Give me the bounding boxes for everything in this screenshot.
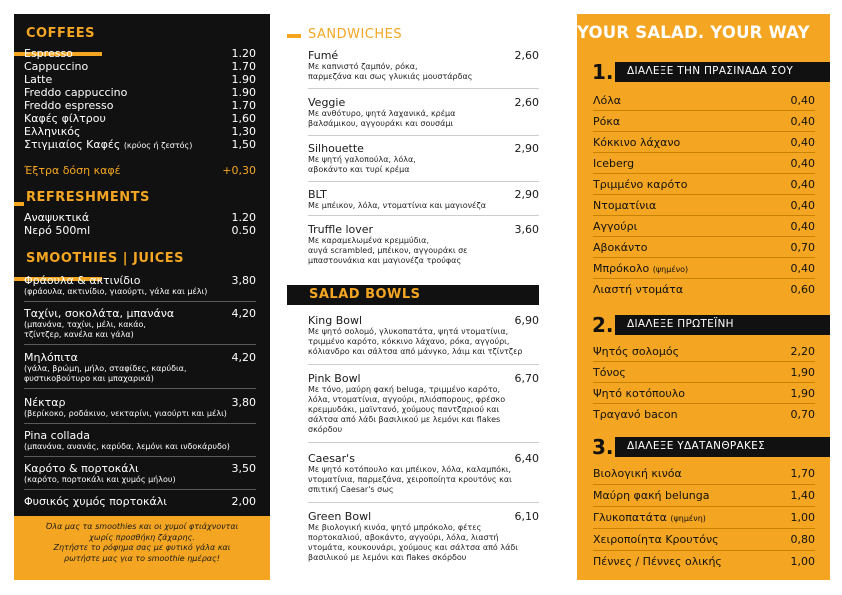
item-description: Με ψητό σολομό, γλυκοπατάτα, ψητά ντοματίνια, <box>308 327 509 336</box>
smoothies-heading: SMOOTHIES | JUICES <box>26 251 185 266</box>
item-price: 4,20 <box>231 307 256 320</box>
item-description: (γάλα, βρώμη, μήλο, σταφίδες, καρύδια, <box>24 364 187 373</box>
ingredient-item <box>593 241 815 254</box>
item-price: 2,20 <box>790 345 815 358</box>
promo-line: ρωτήστε μας για το smoothie ημέρας! <box>64 553 220 563</box>
item-name: Γλυκοπατάτα <box>593 511 667 524</box>
promo-line: Ζητήστε το ρόφημα σας με φυτικό γάλα και <box>53 543 231 552</box>
ingredient-item <box>593 408 815 421</box>
item-price: 0,40 <box>790 220 815 233</box>
item-name: Freddo espresso <box>24 99 114 112</box>
divider <box>593 236 815 237</box>
divider <box>24 344 256 345</box>
divider <box>308 442 539 443</box>
item-price: 0,70 <box>790 241 815 254</box>
item-description: Με ψητή γαλοπούλα, λόλα, <box>308 155 416 164</box>
refreshments-heading: REFRESHMENTS <box>26 190 150 205</box>
step-label-bar <box>615 437 830 457</box>
menu-item <box>308 372 539 435</box>
divider <box>593 278 815 279</box>
item-description: σκόρδου <box>308 425 343 434</box>
divider <box>593 382 815 383</box>
item-description: αυγά scrambled, μπέικον, αγγουράκι σε <box>308 246 468 255</box>
item-price: 2,00 <box>231 495 256 508</box>
menu-item <box>24 351 256 384</box>
menu-item <box>24 274 256 297</box>
divider <box>593 484 815 485</box>
item-description: Με ψητό κοτόπουλο και μπέικον, λόλα, καλαμπόκι, <box>308 465 512 474</box>
ingredient-item <box>593 387 815 400</box>
divider <box>24 301 256 302</box>
item-name: King Bowl <box>308 314 363 327</box>
item-description: (καρότο, πορτοκάλι και χυμός μήλου) <box>24 475 176 484</box>
item-price: 0,40 <box>790 157 815 170</box>
divider <box>308 88 539 89</box>
sandwiches-heading: SANDWICHES <box>308 27 403 42</box>
item-price: 2,90 <box>514 188 539 201</box>
item-name: Αγγούρι <box>593 220 638 233</box>
divider <box>593 215 815 216</box>
item-name: Freddo cappuccino <box>24 86 128 99</box>
step-label-bar <box>615 315 830 335</box>
divider <box>308 135 539 136</box>
ingredient-item <box>593 511 815 524</box>
menu-item <box>24 138 256 151</box>
item-price: 0,40 <box>790 94 815 107</box>
menu-item <box>24 462 256 485</box>
item-price: 1,40 <box>790 489 815 502</box>
item-price: 0,80 <box>790 533 815 546</box>
sandwiches-marker <box>287 34 301 38</box>
item-description: Με ανθότυρο, ψητά λαχανικά, κρέμα <box>308 109 456 118</box>
item-name: Χειροποίητα Κρουτόνς <box>593 533 719 546</box>
divider <box>593 152 815 153</box>
item-name: Ψητό κοτόπουλο <box>593 387 686 400</box>
item-name: Πέννες / Πέννες ολικής <box>593 555 722 568</box>
menu-item <box>308 49 539 82</box>
item-price: 0,60 <box>790 283 815 296</box>
item-name: Iceberg <box>593 157 635 170</box>
salad-bowls-heading-bar <box>287 285 539 305</box>
item-price: 3,50 <box>231 462 256 475</box>
item-note: (ψημένη) <box>670 514 706 523</box>
item-price: 1,60 <box>231 112 256 125</box>
item-name: Pina collada <box>24 429 91 442</box>
item-description: (μπανάνα, ταχίνι, μέλι, κακάο, <box>24 320 146 329</box>
ingredient-item <box>593 555 815 568</box>
item-price: 6,40 <box>514 452 539 465</box>
menu-item <box>308 223 539 266</box>
divider <box>593 257 815 258</box>
item-name: Green Bowl <box>308 510 372 523</box>
item-name: Pink Bowl <box>308 372 361 385</box>
ingredient-item <box>593 345 815 358</box>
item-name: Ρόκα <box>593 115 621 128</box>
item-price: 1,70 <box>790 467 815 480</box>
item-name: Μπρόκολο <box>593 262 650 275</box>
item-price: 3,80 <box>231 274 256 287</box>
menu-item <box>24 73 256 86</box>
ingredient-item <box>593 283 815 296</box>
item-description: Με βιολογική κινόα, ψητό μπρόκολο, φέτες <box>308 523 482 532</box>
item-note: (κρύος ή ζεστός) <box>123 141 193 150</box>
item-description: μπαστουνάκια και μαγιονέζα τρούφας <box>308 256 462 265</box>
step-number: 1. <box>592 60 614 84</box>
divider <box>308 215 539 216</box>
item-note: (ψημένο) <box>652 265 689 274</box>
item-name: Silhouette <box>308 142 364 155</box>
promo-line: Όλα μας τα smoothies και οι χυμοί φτιάχνονται <box>45 522 239 531</box>
item-price: 0.50 <box>231 224 256 237</box>
item-name: Έξτρα δόση καφέ <box>24 164 121 177</box>
item-name: Αναψυκτικά <box>24 211 90 224</box>
item-description: πορτοκαλιού, αβοκάντο, αγγούρι, λόλα, λιαστή <box>308 533 499 542</box>
item-name: Βιολογική κινόα <box>593 467 682 480</box>
promo-line: χωρίς προσθήκη ζάχαρης. <box>89 532 195 542</box>
item-name: Καφές φίλτρου <box>24 112 106 125</box>
menu-item <box>24 99 256 112</box>
menu-item <box>24 60 256 73</box>
item-price: 1.90 <box>231 86 256 99</box>
item-price: 1,00 <box>790 555 815 568</box>
divider <box>308 502 539 503</box>
item-name: Veggie <box>308 96 346 109</box>
menu-item <box>308 188 539 211</box>
item-price: 2,60 <box>514 49 539 62</box>
menu-item <box>24 112 256 125</box>
item-name: BLT <box>308 188 327 201</box>
item-price: 4,20 <box>231 351 256 364</box>
item-description: φυστικοβούτυρο και μπαχαρικά) <box>24 374 154 383</box>
item-description: κόλιανδρο και σάλτσα από μάνγκο, λάιμ και τζίντζερ <box>308 347 523 356</box>
item-price: 0,40 <box>790 115 815 128</box>
item-name: Στιγμιαίος Καφές <box>24 138 121 151</box>
divider <box>308 364 539 365</box>
menu-item <box>24 396 256 419</box>
item-name: Ταχίνι, σοκολάτα, μπανάνα <box>24 307 175 320</box>
item-name: Λιαστή ντομάτα <box>593 283 684 296</box>
step-label: ΔΙΑΛΕΞΕ ΠΡΩΤΕΪΝΗ <box>627 318 734 330</box>
item-name: Caesar's <box>308 452 355 465</box>
ingredient-item <box>593 94 815 107</box>
item-name: Ντοματίνια <box>593 199 657 212</box>
item-name: Ελληνικός <box>24 125 81 138</box>
ingredient-item <box>593 199 815 212</box>
item-name: Cappuccino <box>24 60 89 73</box>
divider <box>593 506 815 507</box>
item-name: Μαύρη φακή belunga <box>593 489 710 502</box>
item-description: σπιτική Caesar's σως <box>308 485 394 494</box>
step-number: 2. <box>592 313 614 337</box>
item-description: τριμμένο καρότο, κόκκινο λάχανο, ρόκα, αγγούρι, <box>308 337 510 346</box>
item-price: 0,40 <box>790 199 815 212</box>
menu-item <box>24 86 256 99</box>
item-name: Αβοκάντο <box>593 241 648 254</box>
item-description: (μπανάνα, ανανάς, καρύδα, λεμόνι και ινδοκάρυδο) <box>24 442 230 451</box>
item-description: κρεμμυδάκι, μαϊντανό, χούμους παντζαριού και <box>308 405 500 414</box>
menu-item <box>24 125 256 138</box>
menu-item <box>24 307 256 340</box>
item-description: ντομάτα, κουκουνάρι, χούμους και σάλτσα από λάδι <box>308 543 518 552</box>
item-price: 1,00 <box>790 511 815 524</box>
menu-item <box>308 314 539 357</box>
menu-item <box>308 142 539 175</box>
item-name: Φράουλα & ακτινίδιο <box>24 274 141 287</box>
divider <box>24 456 256 457</box>
item-description: Με καραμελωμένα κρεμμύδια, <box>308 236 429 245</box>
menu-item <box>308 510 539 563</box>
divider <box>593 173 815 174</box>
item-name: Νερό 500ml <box>24 224 91 237</box>
ingredient-item <box>593 115 815 128</box>
menu-item <box>24 47 256 60</box>
ingredient-item <box>593 178 815 191</box>
item-description: ντοματίνια, παρμεζάνα, χειροποίητα κρουτόνς και <box>308 475 512 484</box>
divider <box>593 550 815 551</box>
item-name: Φυσικός χυμός πορτοκάλι <box>24 495 167 508</box>
item-price: 6,10 <box>514 510 539 523</box>
item-name: Fumé <box>308 49 339 62</box>
item-price: 1.20 <box>231 47 256 60</box>
item-price: 1.70 <box>231 99 256 112</box>
item-name: Καρότο & πορτοκάλι <box>24 462 139 475</box>
promo-box <box>14 516 270 580</box>
ingredient-item <box>593 366 815 379</box>
divider <box>593 528 815 529</box>
ingredient-item <box>593 489 815 502</box>
refreshments-marker <box>14 202 24 206</box>
item-price: 0,40 <box>790 178 815 191</box>
item-description: Με καπνιστό ζαμπόν, ρόκα, <box>308 62 418 71</box>
divider <box>593 403 815 404</box>
step-label: ΔΙΑΛΕΞΕ ΤΗΝ ΠΡΑΣΙΝΑΔΑ ΣΟΥ <box>627 65 794 77</box>
salad-title: YOUR SALAD. YOUR WAY <box>577 23 810 42</box>
divider <box>593 110 815 111</box>
ingredient-item <box>593 533 815 546</box>
item-price: 1,50 <box>231 138 256 151</box>
item-description: σάλτσα από λάδι βασιλικού με λεμόνι και flakes <box>308 415 501 424</box>
item-name: Μηλόπιτα <box>24 351 78 364</box>
item-price: 1,90 <box>790 366 815 379</box>
item-price: 1,90 <box>790 387 815 400</box>
item-price: 2,90 <box>514 142 539 155</box>
extra-shot-item <box>24 164 256 177</box>
divider <box>593 131 815 132</box>
item-price: 1,30 <box>231 125 256 138</box>
step-label-bar <box>615 62 830 82</box>
item-name: Latte <box>24 73 53 86</box>
item-name: Τριμμένο καρότο <box>593 178 688 191</box>
ingredient-item <box>593 157 815 170</box>
item-name: Truffle lover <box>308 223 374 236</box>
divider <box>24 423 256 424</box>
item-price: 0,40 <box>790 136 815 149</box>
item-description: παρμεζάνα και σως γλυκιάς μουστάρδας <box>308 72 473 81</box>
item-description: αβοκάντο και τυρί κρέμα <box>308 165 410 174</box>
item-price: 1.20 <box>231 211 256 224</box>
item-name: Λόλα <box>593 94 622 107</box>
item-description: Με μπέικον, λόλα, ντοματίνια και μαγιονέζα <box>308 201 487 210</box>
ingredient-item <box>593 136 815 149</box>
divider <box>24 388 256 389</box>
item-price: +0,30 <box>222 164 256 177</box>
item-description: (φράουλα, ακτινίδιο, γιαούρτι, γάλα και μέλι) <box>24 287 208 296</box>
item-price: 1.90 <box>231 73 256 86</box>
item-price: 6,90 <box>514 314 539 327</box>
item-price: 2,60 <box>514 96 539 109</box>
item-price: 3,60 <box>514 223 539 236</box>
ingredient-item <box>593 262 815 275</box>
divider <box>593 194 815 195</box>
divider <box>308 181 539 182</box>
item-description: Με τόνο, μαύρη φακή beluga, τριμμένο καρότο, <box>308 385 501 394</box>
ingredient-item <box>593 467 815 480</box>
item-name: Νέκταρ <box>24 396 66 409</box>
item-price: 3,80 <box>231 396 256 409</box>
item-description: βαλσάμικου, αγγουράκι και σουσάμι <box>308 119 454 128</box>
menu-item <box>24 495 256 508</box>
item-price: 0,40 <box>790 262 815 275</box>
item-description: (βερίκοκο, ροδάκινο, νεκταρίνι, γιαούρτι και μέλι) <box>24 409 227 418</box>
item-name: Τραγανό bacon <box>593 408 678 421</box>
item-name: Κόκκινο λάχανο <box>593 136 681 149</box>
item-description: τζίντζερ, κανέλα και γάλα) <box>24 330 134 339</box>
menu-item <box>308 452 539 495</box>
item-description: λόλα, ντοματίνια, αγγούρι, πλιόσπορους, φρέσκο <box>308 395 506 404</box>
menu-item <box>308 96 539 129</box>
item-price: 6,70 <box>514 372 539 385</box>
item-name: Ψητός σολομός <box>593 345 680 358</box>
divider <box>24 489 256 490</box>
menu-item <box>24 211 256 224</box>
ingredient-item <box>593 220 815 233</box>
item-name: Espresso <box>24 47 73 60</box>
step-label: ΔΙΑΛΕΞΕ ΥΔΑΤΑΝΘΡΑΚΕΣ <box>627 440 766 452</box>
salad-bowls-heading: SALAD BOWLS <box>309 287 421 302</box>
divider <box>593 361 815 362</box>
coffees-heading: COFFEES <box>26 26 95 41</box>
menu-item <box>24 224 256 237</box>
item-name: Τόνος <box>593 366 626 379</box>
item-description: βασιλικού με λεμόνι και flakes σκόρδου <box>308 553 467 562</box>
item-price: 0,70 <box>790 408 815 421</box>
item-price: 1.70 <box>231 60 256 73</box>
step-number: 3. <box>592 435 614 459</box>
menu-item <box>24 429 256 452</box>
